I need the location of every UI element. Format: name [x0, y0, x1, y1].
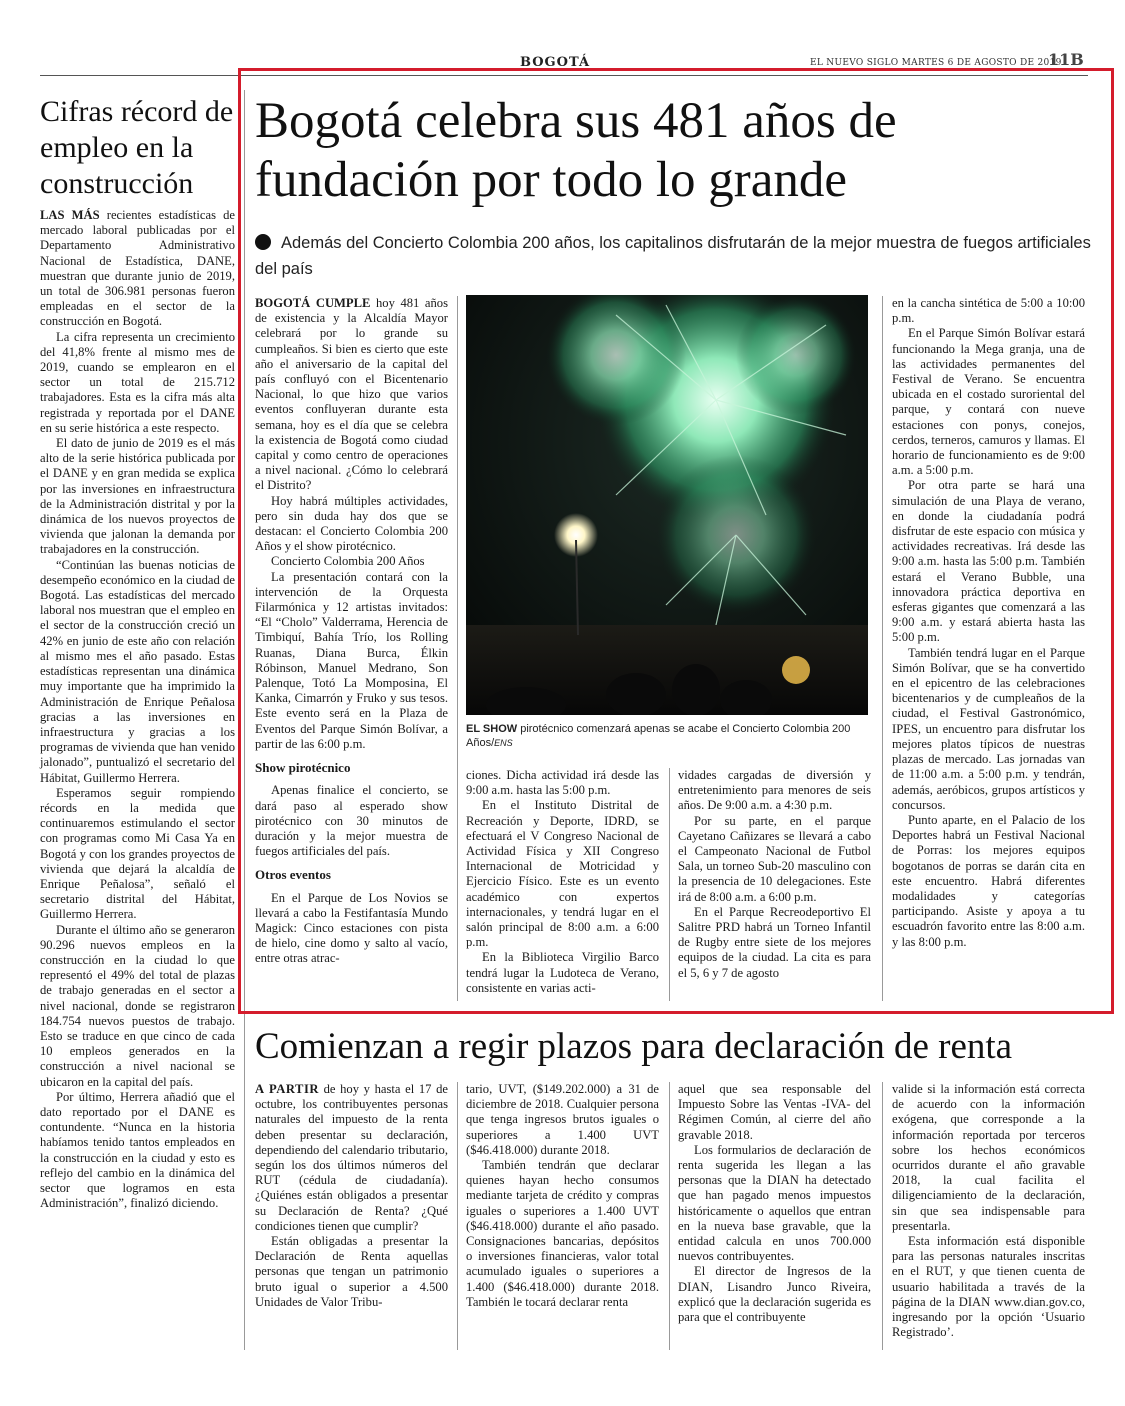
main-paragraph: en la cancha sintética de 5:00 a 10:00 p.m.: [892, 296, 1085, 326]
main-paragraph: Hoy habrá múltiples actividades, pero sin duda hay dos que se destacan: el Concierto Colombia 200 Años y el show pirotécnico.: [255, 493, 448, 554]
main-paragraph: Por otra parte se hará una simulación de una Playa de verano, en donde la ciudadanía podrá disfrutar de este espacio con música y actividades recreativas. Irá desde las 9:00 a.m. hasta las 5:00 p.m. También estará el Verano Bubble, una innovadora práctica deportiva en esferas gigantes que comenzará a las 9:00 a.m. y estará abierta hasta las 5:00 p.m.: [892, 478, 1085, 645]
sidebar-body: [40, 208, 235, 1211]
sidebar-paragraph: “Continúan las buenas noticias de desempeño económico en la ciudad de Bogotá. Las estadísticas del mercado laboral nos muestran que el empleo en el sector de la construcción creció un 42% en junio de este año con relación al mismo mes el año pasado. Estas estadísticas representan una dinámica muy importante que ha imprimido la Administración de Enrique Peñalosa gracias a las inversiones en infraestructura y gracias a los programas de vivienda que han venido jalonado”, puntualizó el secretario del Hábitat, Guillermo Herrera.: [40, 557, 235, 785]
sidebar-paragraph: Esperamos seguir rompiendo récords en la medida que continuaremos estimulando el sector con programas como Mi Casa Ya en Bogotá y con los grandes proyectos de vivienda que dejará la alcaldía de Enrique Peñalosa”, señaló el secretario distrital del Hábitat, Guillermo Herrera.: [40, 785, 235, 922]
fireworks-photo: [466, 295, 868, 715]
main-paragraph: BOGOTÁ CUMPLE hoy 481 años de existencia y la Alcaldía Mayor celebrará por lo grande su cumpleaños. Si bien es cierto que este año el aniversario de la capital del país confluyó con el Bicentenario Nacional, lo que hizo que varios eventos confluyeran durante esta semana, hoy es el día que se celebra la existencia de Bogotá como ciudad capital y como centro de operaciones a nivel nacional. ¿Cómo lo celebrará el Distrito?: [255, 296, 448, 493]
column-rule: [882, 1082, 883, 1350]
section-label: BOGOTÁ: [520, 55, 591, 70]
second-paragraph: A PARTIR de hoy y hasta el 17 de octubre, los contribuyentes personas naturales del impuesto de la renta deben presentar su declaración, dependiendo del calendario tributario, según los dos últimos números del RUT (cédula de ciudadanía). ¿Quiénes están obligados a presentar su Declaración de Renta? ¿Qué condiciones tienen que cumplir?: [255, 1082, 448, 1233]
second-paragraph: Esta información está disponible para las personas naturales inscritas en el RUT, y que tienen cuenta de usuario habilitada a través de la página de la DIAN www.dian.gov.co, ingresando por la opción ‘Usuario Registrado’.: [892, 1234, 1085, 1340]
sidebar-lead: LAS MÁS: [40, 208, 100, 222]
main-paragraph: vidades cargadas de diversión y entretenimiento para menores de seis años. De 9:00 a.m. a 4:30 p.m.: [678, 768, 871, 813]
second-col-1: [255, 1082, 448, 1310]
main-paragraph: La presentación contará con la intervención de la Orquesta Filarmónica y 12 artistas invitados: “El “Cholo” Valderrama, Herencia de Timbiquí, Bahía Trío, los Rolling Ruanas, Diana Burca, Élkin Róbinson, Manuel Medrano, Son Palenque, Totó La Momposina, El Kanka, Cimarrón y Fruko y sus tesos. Este evento será en la Plaza de Eventos del Parque Simón Bolívar, a partir de las 6:00 p.m.: [255, 569, 448, 751]
main-paragraph: Punto aparte, en el Palacio de los Deportes habrá un Festival Nacional de Porras: los mejores equipos bogotanos de porras se darán cita en este encuentro. Habrá diferentes modalidades y categorías participando. Asiste y apoya a tu escuadrón favorito entre las 8:00 a.m. y las 8:00 p.m.: [892, 812, 1085, 949]
sidebar-paragraph: Por último, Herrera añadió que el dato reportado por el DANE es contundente. “Nunca en la historia habíamos tenido tantos empleados en la construcción en la ciudad y esto es reflejo del cambio en la dinámica del sector que logramos en esta Administración”, finalizó diciendo.: [40, 1089, 235, 1211]
page-number: 11B: [1048, 50, 1084, 69]
column-rule: [669, 768, 670, 1001]
second-paragraph: Los formularios de declaración de renta sugerida les llegan a las personas que la DIAN ha detectado que han pagado menos impuestos históricamente o aquellos que entran en la nueva base gravable, que la entidad calcula en unos 700.000 nuevos contribuyentes.: [678, 1142, 871, 1264]
second-paragraph: El director de Ingresos de la DIAN, Lisandro Junco Riveira, explicó que la declaración sugerida es para que el contribuyente: [678, 1264, 871, 1325]
main-deck: Además del Concierto Colombia 200 años, los capitalinos disfrutarán de la mejor muestra de fuegos artificiales del país: [255, 234, 1091, 278]
second-paragraph: También tendrán que declarar quienes hayan hecho consumos mediante tarjeta de crédito y compras iguales o superiores a 1.400 UVT ($46.418.000) durante el año pasado. Consignaciones bancarias, depósitos o inversiones financieras, valor total acumulado iguales o superiores a 1.400 ($46.418.000) durante 2018. También le tocará declarar renta: [466, 1158, 659, 1309]
second-paragraph: Están obligadas a presentar la Declaración de Renta aquellas personas que tengan un patrimonio bruto igual o superior a 4.500 Unidades de Valor Tribu-: [255, 1234, 448, 1309]
column-rule: [457, 1082, 458, 1350]
main-paragraph: En el Instituto Distrital de Recreación y Deporte, IDRD, se efectuará el V Congreso Nacional de Actividad Física y XII Congreso Internacional de Motricidad y Ejercicio Físico. Este es un evento académico con expertos internacionales, y tendrá lugar en el salón principal de 8:00 a.m. a 6:00 p.m.: [466, 798, 659, 950]
main-col-1: [255, 296, 448, 967]
main-col-4: [892, 296, 1085, 950]
second-col-2: [466, 1082, 659, 1310]
main-paragraph: También tendrá lugar en el Parque Simón Bolívar, que se ha convertido en el epicentro de las celebraciones bicentenarios y de cumpleaños de la ciudad, el Festival Gastronómico, IPES, un encuentro para disfrutar los mejores platos típicos de nuestras plazas de mercado. Las jornadas van de 11:00 a.m. a 5:00 p.m. y tendrán, además, aeróbicos, grupos artísticos y concursos.: [892, 645, 1085, 812]
subhead-events: Otros eventos: [255, 867, 331, 883]
date-line: EL NUEVO SIGLO MARTES 6 DE AGOSTO DE 2019: [810, 58, 1062, 68]
second-col-4: [892, 1082, 1085, 1340]
main-paragraph: Por su parte, en el parque Cayetano Cañizares se llevará a cabo el Campeonato Nacional de Futbol Sala, un torneo Sub-20 masculino con la presencia de 10 delegaciones. Este irá de 8:00 a.m. a 6:00 p.m.: [678, 813, 871, 904]
sidebar-paragraph: El dato de junio de 2019 es el más alto de la serie histórica publicada por el DANE y en gran medida se explica por las inversiones en infraestructura de la Administración distrital y por la dinámica de los nuevos proyectos de vivienda que jalonan la demanda por trabajadores en la construcción.: [40, 436, 235, 557]
bullet-icon: [255, 234, 271, 250]
second-paragraph: aquel que sea responsable del Impuesto Sobre las Ventas -IVA- del Régimen Común, al cierre del año gravable 2018.: [678, 1082, 871, 1142]
sidebar-paragraph: Durante el último año se generaron 90.296 nuevos empleos en la construcción en la ciudad lo que representó el 49% del total de plazas de trabajo generadas en el sector a nivel nacional, donde se registraron 184.754 nuevos puestos de trabajo. Esto se traduce en que cinco de cada 10 empleos generados en la construcción a nivel nacional se ubicaron en la capital del país.: [40, 922, 235, 1089]
main-lead: BOGOTÁ CUMPLE: [255, 296, 371, 310]
second-col-3: [678, 1082, 871, 1325]
main-paragraph: En la Biblioteca Virgilio Barco tendrá lugar la Ludoteca de Verano, consistente en varias acti-: [466, 950, 659, 995]
main-paragraph: En el Parque Simón Bolívar estará funcionando la Mega granja, una de las actividades permanentes del Festival de Verano. Se encuentra ubicada en el costado suroriental del parque, y contará con nueve estaciones con ponys, conejos, cerdos, terneros, camuros y llamas. El horario de funcionamiento es de 9:00 a.m. a 5:00 p.m.: [892, 326, 1085, 478]
main-col-3: [678, 768, 871, 981]
main-paragraph: Concierto Colombia 200 Años: [271, 554, 425, 569]
second-headline: Comienzan a regir plazos para declaración de renta: [255, 1026, 1013, 1067]
main-paragraph: En el Parque Recreodeportivo El Salitre PRD habrá un Torneo Infantil de Rugby entre siete de los mejores equipos de la ciudad. La cita es para el 5, 6 y 7 de agosto: [678, 904, 871, 980]
second-paragraph: valide si la información está correcta de acuerdo con la información exógena, que corresponde a la información reportada por terceros sobre los hechos económicos ocurridos durante el año gravable 2018, la cual facilita el diligenciamiento de la declaración, sin que sea indispensable para presentarla.: [892, 1082, 1085, 1233]
sidebar-title: Cifras récord de empleo en la construcción: [40, 95, 234, 200]
main-col-2: [466, 768, 659, 996]
sidebar-paragraph: LAS MÁS recientes estadísticas de mercado laboral publicadas por el Departamento Administrativo Nacional de Estadística, DANE, muestran que durante junio de 2019, un total de 306.981 personas fueron empleadas en el sector de la construcción en Bogotá.: [40, 208, 236, 329]
main-paragraph: Apenas finalice el concierto, se dará paso al esperado show pirotécnico con 30 minutos de duración y la mejor muestra de fuegos artificiales del país.: [255, 783, 448, 859]
column-rule: [669, 1082, 670, 1350]
sidebar-paragraph: La cifra representa un crecimiento del 41,8% frente al mismo mes de 2019, cuando se emplearon en el sector un total de 215.712 trabajadores. Esta es la cifra más alta registrada y reportada por el DANE en su serie histórica a este respecto.: [40, 329, 235, 435]
column-rule: [457, 296, 458, 1001]
main-headline: Bogotá celebra sus 481 años de fundación por todo lo grande: [255, 93, 897, 208]
photo-caption: EL SHOW pirotécnico comenzará apenas se acabe el Concierto Colombia 200 Años/ENS: [466, 723, 851, 749]
second-paragraph: tario, UVT, ($149.202.000) a 31 de diciembre de 2018. Cualquier persona que tenga ingresos brutos iguales o superiores a 1.400 UVT ($46.418.000) durante 2018.: [466, 1082, 659, 1157]
main-paragraph: En el Parque de Los Novios se llevará a cabo la Festifantasía Mundo Magick: Cinco estaciones con pista de hielo, cine domo y salto al vacío, entre otras atrac-: [255, 890, 448, 966]
main-paragraph: ciones. Dicha actividad irá desde las 9:00 a.m. hasta las 5:00 p.m.: [466, 768, 659, 798]
subhead-show: Show pirotécnico: [255, 760, 351, 776]
column-rule: [882, 296, 883, 1001]
second-lead: A PARTIR: [255, 1082, 319, 1096]
